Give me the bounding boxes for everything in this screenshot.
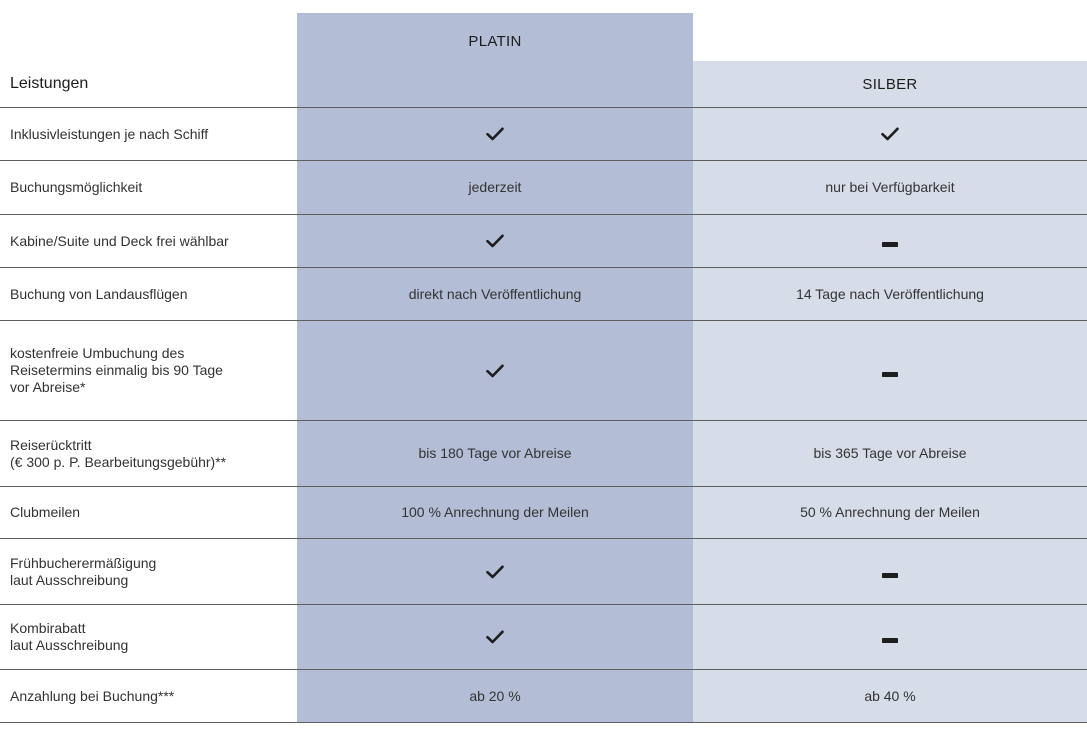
dash-icon [882,242,898,248]
dash-icon [882,372,898,378]
row-label-cell [0,215,297,267]
check-icon [881,127,899,141]
platin-value-cell [297,670,693,722]
silber-value-cell [693,268,1087,320]
row-label: Kombirabatt laut Ausschreibung [10,620,129,653]
row-label: Clubmeilen [10,504,81,520]
silber-value-text: nur bei Verfügbarkeit [825,179,955,195]
table-row [0,107,1087,160]
silber-value-cell [693,670,1087,722]
platin-value-cell [297,605,693,669]
silber-header: SILBER [862,75,918,93]
platin-value-cell [297,108,693,160]
platin-value-cell [297,321,693,420]
table-row [0,320,1087,420]
platin-value-text: bis 180 Tage vor Abreise [418,445,572,461]
silber-value-text: 50 % Anrechnung der Meilen [800,504,980,520]
table-row [0,214,1087,267]
row-label-cell [0,421,297,486]
platin-value-text: ab 20 % [469,687,521,704]
row-label: kostenfreie Umbuchung des Reisetermins einmalig bis 90 Tage vor Abreise* [10,345,223,395]
platin-value-cell [297,421,693,486]
table-row [0,486,1087,538]
platin-value-text: direkt nach Veröffentlichung [408,285,582,302]
check-icon [486,364,504,378]
silber-value-cell [693,215,1087,267]
row-label-cell [0,605,297,669]
silber-value-text: ab 40 % [864,687,916,704]
platin-value-cell [297,161,693,214]
platin-value-cell [297,539,693,604]
check-icon [486,565,504,579]
silber-value-cell [693,161,1087,214]
platin-value-text: jederzeit [468,179,522,195]
dash-icon [882,573,898,579]
platin-value-cell [297,487,693,538]
platin-value-cell [297,215,693,267]
row-label: Frühbucherermäßigung laut Ausschreibung [10,554,157,588]
row-label: Inklusivleistungen je nach Schiff [10,125,209,142]
table-row [0,160,1087,214]
table-row [0,604,1087,669]
dash-icon [882,638,898,644]
table-row [0,420,1087,486]
check-icon [486,234,504,248]
comparison-table [0,107,1087,723]
leistungen-header: Leistungen [10,75,89,92]
row-label: Buchungsmöglichkeit [10,179,143,195]
row-label-cell [0,161,297,214]
check-icon [486,630,504,644]
silber-value-cell [693,421,1087,486]
row-label-cell [0,108,297,160]
platin-value-text: 100 % Anrechnung der Meilen [401,504,589,520]
row-label-cell [0,539,297,604]
row-label-cell [0,670,297,722]
silber-value-text: 14 Tage nach Veröffentlichung [796,285,984,302]
platin-value-cell [297,268,693,320]
row-label: Anzahlung bei Buchung*** [10,687,175,704]
row-label: Reiserücktritt (€ 300 p. P. Bearbeitungsgebühr)** [10,436,227,470]
row-label-cell [0,268,297,320]
table-row [0,538,1087,604]
silber-value-cell [693,108,1087,160]
silber-value-cell [693,605,1087,669]
silber-value-cell [693,487,1087,538]
silber-value-text: bis 365 Tage vor Abreise [813,445,967,461]
silber-value-cell [693,539,1087,604]
row-label-cell [0,321,297,420]
row-label-cell [0,487,297,538]
row-label: Buchung von Landausflügen [10,285,188,302]
row-label: Kabine/Suite und Deck frei wählbar [10,232,229,249]
table-row [0,669,1087,723]
table-row [0,267,1087,320]
silber-value-cell [693,321,1087,420]
check-icon [486,127,504,141]
platin-header: PLATIN [468,32,522,50]
